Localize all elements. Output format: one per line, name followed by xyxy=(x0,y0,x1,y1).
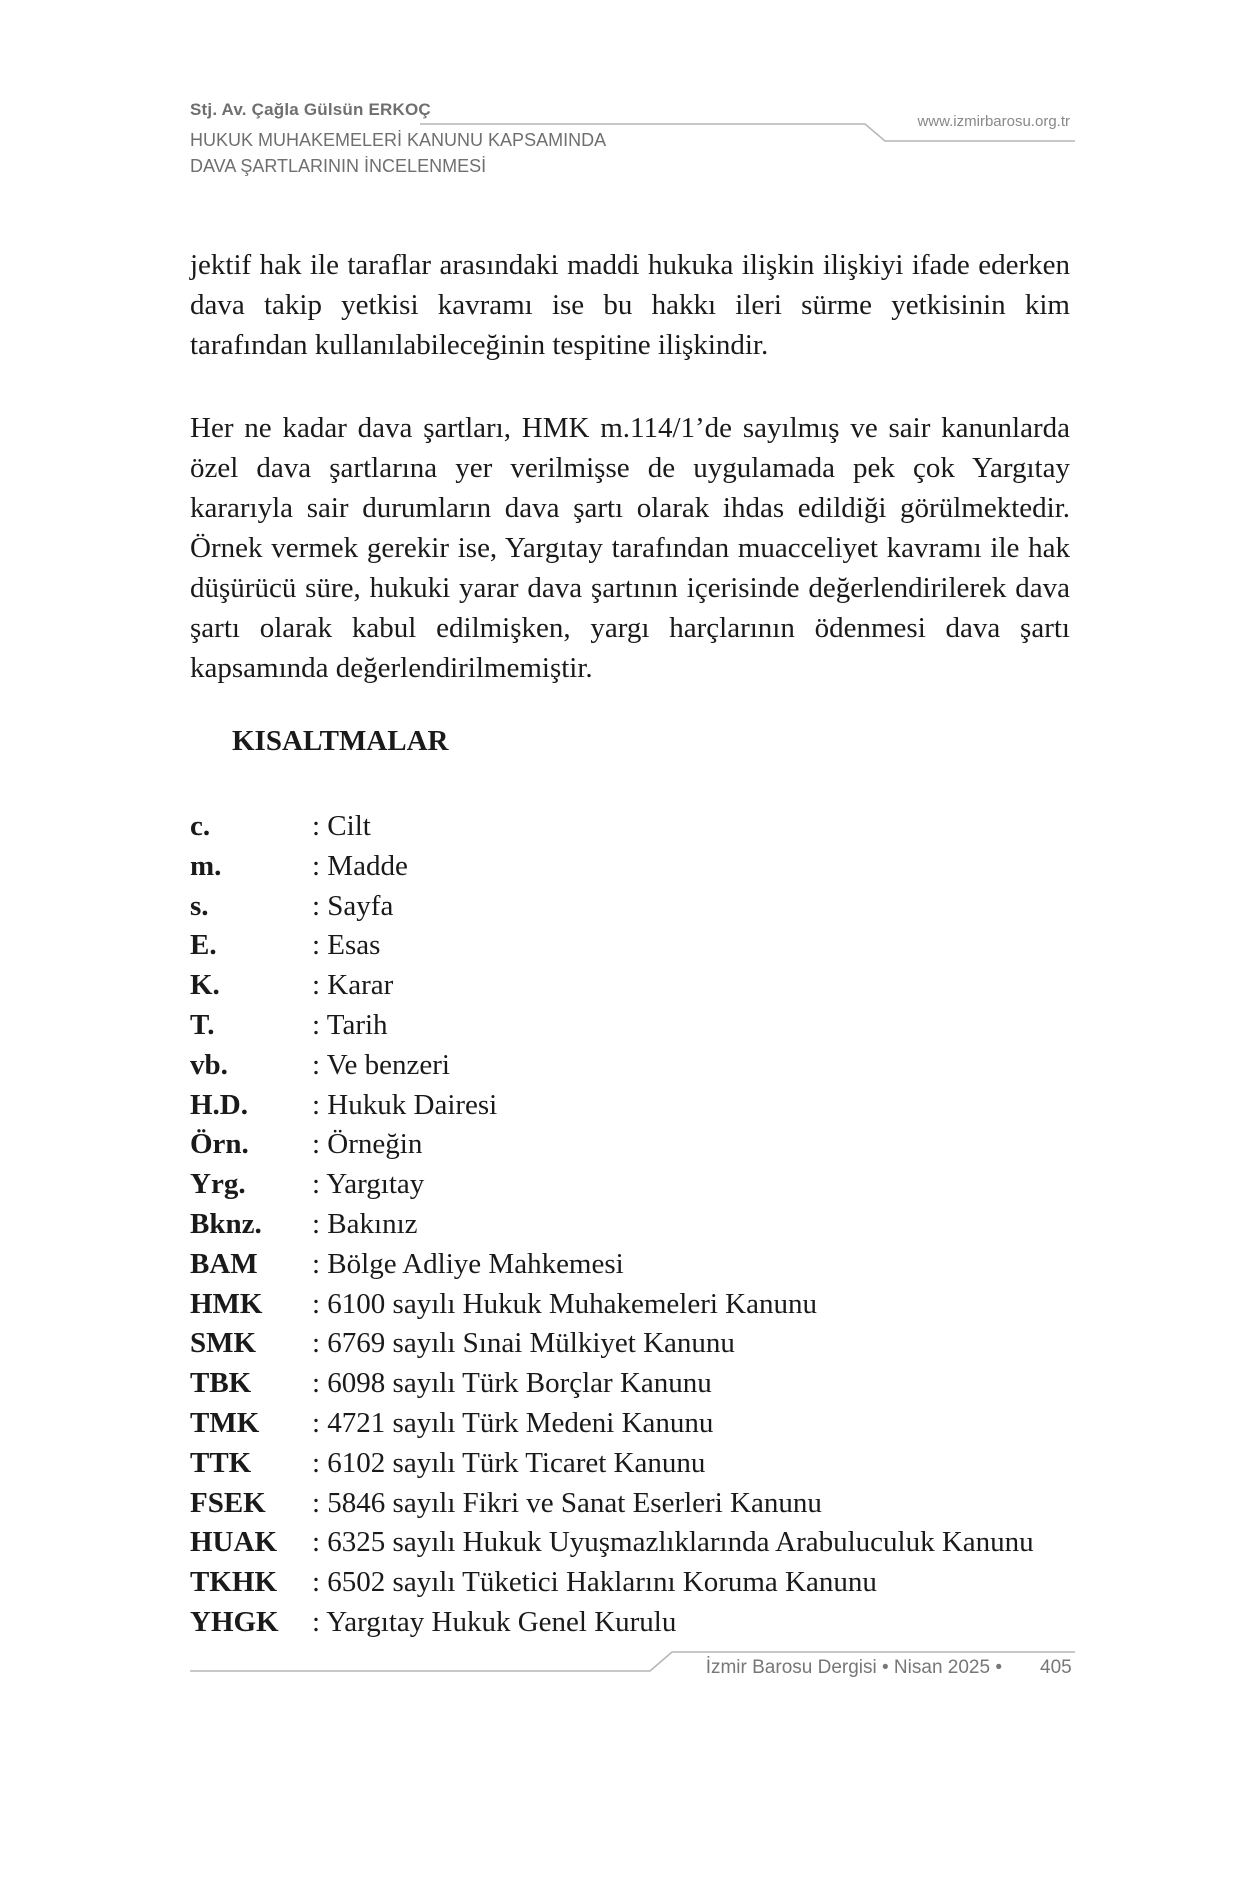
abbreviation-meaning: : 6100 sayılı Hukuk Muhakemeleri Kanunu xyxy=(312,1287,817,1320)
abbreviation-term: TKHK xyxy=(190,1566,278,1599)
header-website: www.izmirbarosu.org.tr xyxy=(917,113,1070,130)
abbreviation-row xyxy=(190,1165,1090,1205)
abbreviation-meaning: : Madde xyxy=(312,849,408,882)
abbreviation-term: H.D. xyxy=(190,1088,248,1121)
abbreviation-term: FSEK xyxy=(190,1486,266,1519)
abbreviation-meaning: : Yargıtay Hukuk Genel Kurulu xyxy=(312,1605,677,1638)
abbreviation-meaning: : Bakınız xyxy=(312,1207,418,1240)
abbreviation-term: E. xyxy=(190,929,217,962)
abbreviation-meaning: : Yargıtay xyxy=(312,1168,425,1201)
abbreviation-row xyxy=(190,1285,1090,1325)
abbreviation-meaning: : Ve benzeri xyxy=(312,1048,450,1081)
abbreviation-term: Bknz. xyxy=(190,1207,262,1240)
abbreviation-meaning: : Bölge Adliye Mahkemesi xyxy=(312,1247,624,1280)
abbreviation-term: K. xyxy=(190,969,220,1002)
page-number: 405 xyxy=(1040,1657,1072,1678)
abbreviation-row xyxy=(190,926,1090,966)
abbreviation-row xyxy=(190,1245,1090,1285)
abbreviation-meaning: : 6098 sayılı Türk Borçlar Kanunu xyxy=(312,1367,712,1400)
body-paragraph-1: jektif hak ile taraflar arasındaki maddi hukuka ilişkin ilişkiyi ifade ederken dava takip yetkisi kavramı ise bu hakkı ileri sürme yetkisinin kim tarafından kullanılabileceğinin tespitine ilişkindir. xyxy=(190,249,1070,361)
abbreviation-meaning: : 6502 sayılı Tüketici Haklarını Koruma Kanunu xyxy=(312,1566,877,1599)
abbreviations-list xyxy=(190,807,1090,1643)
abbreviation-row xyxy=(190,807,1090,847)
abbreviation-row xyxy=(190,1484,1090,1524)
abbreviation-row xyxy=(190,1563,1090,1603)
body-paragraph-2: Her ne kadar dava şartları, HMK m.114/1’de sayılmış ve sair kanunlarda özel dava şartlarına yer verilmişse de uygulamada pek çok Yargıtay kararıyla sair durumların dava şartı olarak ihdas edildiği görülmektedir. Örnek vermek gerekir ise, Yargıtay tarafından muacceliyet kavramı ile hak düşürücü süre, hukuki yarar dava şartının içerisinde değerlendirilerek dava şartı olarak kabul edilmişken, yargı harçlarının ödenmesi dava şartı kapsamında değerlendirilmemiştir. xyxy=(190,412,1070,684)
abbreviation-term: s. xyxy=(190,889,209,922)
abbreviation-row xyxy=(190,1006,1090,1046)
abbreviation-row xyxy=(190,847,1090,887)
abbreviation-term: HUAK xyxy=(190,1526,277,1559)
abbreviation-term: TTK xyxy=(190,1446,252,1479)
abbreviation-term: TMK xyxy=(190,1406,260,1439)
footer-journal: İzmir Barosu Dergisi • Nisan 2025 • xyxy=(705,1657,1002,1678)
abbreviation-meaning: : 5846 sayılı Fikri ve Sanat Eserleri Kanunu xyxy=(312,1486,822,1519)
abbreviation-meaning: : Hukuk Dairesi xyxy=(312,1088,498,1121)
abbreviation-term: TBK xyxy=(190,1367,252,1400)
abbreviation-row xyxy=(190,1444,1090,1484)
header-title-line1: HUKUK MUHAKEMELERİ KANUNU KAPSAMINDA xyxy=(190,130,607,150)
abbreviation-meaning: : Örneğin xyxy=(312,1128,423,1161)
abbreviation-row xyxy=(190,1086,1090,1126)
abbreviation-row xyxy=(190,1404,1090,1444)
abbreviation-meaning: : 6769 sayılı Sınai Mülkiyet Kanunu xyxy=(312,1327,735,1360)
header-title-line2: DAVA ŞARTLARININ İNCELENMESİ xyxy=(190,156,487,176)
abbreviation-term: SMK xyxy=(190,1327,257,1360)
abbreviation-meaning: : Sayfa xyxy=(312,889,394,922)
abbreviation-meaning: : Esas xyxy=(312,929,381,962)
abbreviation-meaning: : Tarih xyxy=(312,1008,388,1041)
abbreviation-term: vb. xyxy=(190,1048,228,1081)
abbreviation-meaning: : 6102 sayılı Türk Ticaret Kanunu xyxy=(312,1446,706,1479)
abbreviation-term: Yrg. xyxy=(190,1168,246,1201)
abbreviation-row xyxy=(190,887,1090,927)
header-author: Stj. Av. Çağla Gülsün ERKOÇ xyxy=(190,100,431,119)
abbreviation-term: YHGK xyxy=(190,1605,279,1638)
abbreviation-row xyxy=(190,1523,1090,1563)
abbreviations-heading: KISALTMALAR xyxy=(232,725,449,757)
abbreviation-meaning: : 4721 sayılı Türk Medeni Kanunu xyxy=(312,1406,714,1439)
abbreviation-term: T. xyxy=(190,1008,215,1041)
abbreviation-term: m. xyxy=(190,849,222,882)
abbreviation-row xyxy=(190,1125,1090,1165)
abbreviation-row xyxy=(190,966,1090,1006)
abbreviation-meaning: : 6325 sayılı Hukuk Uyuşmazlıklarında Arabuluculuk Kanunu xyxy=(312,1526,1034,1559)
abbreviation-term: BAM xyxy=(190,1247,258,1280)
abbreviation-term: HMK xyxy=(190,1287,263,1320)
abbreviation-row xyxy=(190,1324,1090,1364)
abbreviation-row xyxy=(190,1205,1090,1245)
abbreviation-row xyxy=(190,1603,1090,1643)
abbreviation-term: Örn. xyxy=(190,1128,249,1161)
abbreviation-term: c. xyxy=(190,810,211,842)
abbreviation-row xyxy=(190,1364,1090,1404)
abbreviation-row xyxy=(190,1046,1090,1086)
abbreviation-meaning: : Cilt xyxy=(312,810,371,842)
abbreviation-meaning: : Karar xyxy=(312,969,394,1002)
